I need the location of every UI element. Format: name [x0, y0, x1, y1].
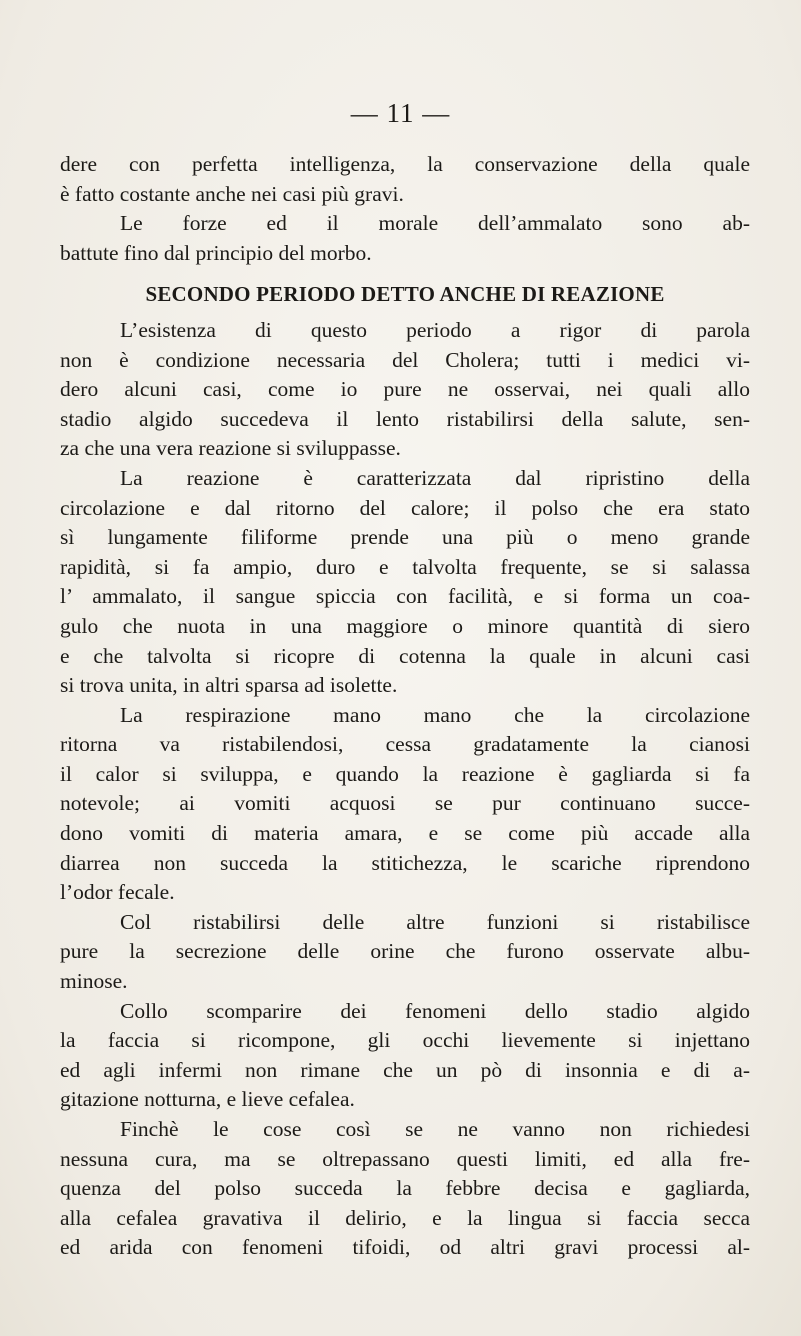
- text-line: la faccia si ricompone, gli occhi lievemente si injettano: [60, 1028, 750, 1053]
- text-line: quenza del polso succeda la febbre decisa e gagliarda,: [60, 1176, 750, 1201]
- text-line: è fatto costante anche nei casi più gravi.: [60, 181, 404, 206]
- text-line: minose.: [60, 969, 128, 994]
- text-line: dero alcuni casi, come io pure ne osservai, nei quali allo: [60, 377, 750, 402]
- text-line: nessuna cura, ma se oltrepassano questi limiti, ed alla fre-: [60, 1146, 750, 1171]
- text-line: gitazione notturna, e lieve cefalea.: [60, 1087, 355, 1112]
- section-heading: SECONDO PERIODO DETTO ANCHE DI REAZIONE: [145, 282, 665, 307]
- text-line: pure la secrezione delle orine che furono osservate albu-: [60, 939, 750, 964]
- paragraphs-before-heading: [60, 150, 750, 268]
- text-line: gulo che nuota in una maggiore o minore quantità di siero: [60, 613, 750, 638]
- text-line: ritorna va ristabilendosi, cessa gradatamente la cianosi: [60, 732, 750, 757]
- text-line: dono vomiti di materia amara, e se come più accade alla: [60, 821, 750, 846]
- text-line: L’esistenza di questo periodo a rigor di parola: [120, 317, 750, 342]
- text-line: ed arida con fenomeni tifoidi, od altri gravi processi al-: [60, 1235, 750, 1260]
- text-line: notevole; ai vomiti acquosi se pur continuano succe-: [60, 791, 750, 816]
- text-line: Collo scomparire dei fenomeni dello stadio algido: [120, 998, 750, 1023]
- text-line: si trova unita, in altri sparsa ad isolette.: [60, 673, 398, 698]
- text-line: non è condizione necessaria del Cholera; tutti i medici vi-: [60, 347, 750, 372]
- text-line: za che una vera reazione si sviluppasse.: [60, 436, 401, 461]
- text-line: dere con perfetta intelligenza, la conservazione della quale: [60, 152, 750, 176]
- text-line: e che talvolta si ricopre di cotenna la quale in alcuni casi: [60, 643, 750, 668]
- text-line: La reazione è caratterizzata dal ripristino della: [120, 465, 750, 490]
- text-line: l’odor fecale.: [60, 880, 175, 905]
- text-line: circolazione e dal ritorno del calore; il polso che era stato: [60, 495, 750, 520]
- text-line: diarrea non succeda la stitichezza, le scariche riprendono: [60, 850, 750, 875]
- text-line: Finchè le cose così se ne vanno non richiedesi: [120, 1117, 750, 1141]
- text-line: La respirazione mano mano che la circolazione: [120, 702, 750, 727]
- text-line: Col ristabilirsi delle altre funzioni si ristabilisce: [120, 909, 750, 934]
- text-line: stadio algido succedeva il lento ristabilirsi della salute, sen-: [60, 406, 750, 431]
- text-line: sì lungamente filiforme prende una più o meno grande: [60, 525, 750, 550]
- text-line: l’ ammalato, il sangue spiccia con facilità, e si forma un coa-: [60, 584, 750, 609]
- text-line: alla cefalea gravativa il delirio, e la lingua si faccia secca: [60, 1205, 750, 1230]
- text-line: battute fino dal principio del morbo.: [60, 240, 372, 265]
- text-line: ed agli infermi non rimane che un pò di insonnia e di a-: [60, 1057, 750, 1082]
- text-line: il calor si sviluppa, e quando la reazione è gagliarda si fa: [60, 761, 750, 786]
- text-line: Le forze ed il morale dell’ammalato sono ab-: [120, 211, 750, 236]
- paragraphs-after-heading: [60, 316, 750, 1263]
- text-line: rapidità, si fa ampio, duro e talvolta frequente, se si salassa: [60, 554, 750, 579]
- body-text: [60, 150, 750, 1263]
- page-number: — 11 —: [350, 98, 451, 128]
